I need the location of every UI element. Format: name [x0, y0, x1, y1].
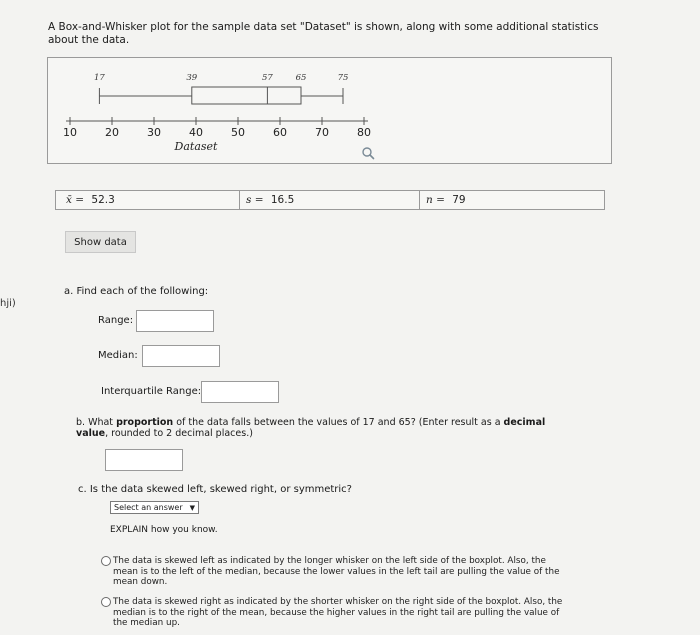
select-label: Select an answer [114, 503, 183, 512]
median-label: Median: [98, 350, 138, 361]
x-tick-label: 10 [63, 126, 77, 139]
sd-value: 16.5 [270, 194, 295, 206]
part-b-bold-proportion: proportion [116, 417, 174, 428]
x-tick-label: 50 [231, 126, 245, 139]
radio-button[interactable] [101, 597, 111, 607]
part-b-text-1: b. What [76, 417, 117, 428]
x-axis-label: Dataset [174, 140, 218, 153]
q1-value-label: 39 [186, 73, 198, 83]
range-label: Range: [98, 315, 134, 326]
median-value-label: 57 [261, 73, 273, 83]
median-input[interactable] [142, 345, 220, 367]
iqr-label: Interquartile Range: [101, 386, 202, 397]
part-c-prompt: c. Is the data skewed left, skewed right, or symmetric? [78, 484, 352, 495]
x-tick-label: 20 [105, 126, 119, 139]
stat-divider [239, 191, 240, 209]
part-b-text-3: , rounded to 2 decimal places.) [105, 428, 253, 439]
range-input[interactable] [136, 310, 214, 332]
explain-label: EXPLAIN how you know. [110, 525, 218, 535]
boxplot-panel [47, 57, 612, 164]
summary-statistics-bar [55, 190, 605, 210]
option-text: The data is skewed left as indicated by the longer whisker on the left side of the boxplot. Also, the mean is to the left of the median, because the lower values in the left tail are pulling the value of the mean down. [113, 556, 560, 587]
zoom-magnifier-icon[interactable] [361, 146, 375, 160]
part-b-bold-decimal: decimal value [76, 417, 546, 439]
part-b-text-2: of the data falls between the values of 17 and 65? (Enter result as a [173, 417, 504, 428]
skew-answer-select[interactable] [110, 501, 199, 514]
q3-value-label: 65 [295, 73, 307, 83]
proportion-input[interactable] [105, 449, 183, 471]
x-tick-label: 40 [189, 126, 203, 139]
side-question-label: hji) [0, 298, 16, 309]
show-data-button[interactable]: Show data [65, 231, 136, 253]
question-intro: A Box-and-Whisker plot for the sample data set "Dataset" is shown, along with some additional statistics about the data. [48, 21, 599, 46]
iqr-input[interactable] [201, 381, 279, 403]
x-tick-label: 70 [315, 126, 329, 139]
mean-symbol: x̄ = [66, 194, 85, 206]
x-tick-label: 60 [273, 126, 287, 139]
sample-size-stat [426, 191, 466, 209]
x-tick-label: 80 [357, 126, 371, 139]
option-text: The data is skewed right as indicated by the shorter whisker on the right side of the boxplot. Also, the median is to the right of the mean, because the higher values in the right tail are pulling the value of the median up. [113, 597, 563, 628]
minimum-value-label: 17 [93, 73, 105, 83]
standard-deviation-stat [246, 191, 294, 209]
n-value: 79 [452, 194, 466, 206]
chevron-down-icon: ▼ [189, 504, 195, 512]
part-b-prompt [76, 417, 576, 439]
n-symbol: n = [426, 194, 445, 206]
radio-button[interactable] [101, 556, 111, 566]
maximum-value-label: 75 [337, 73, 349, 83]
x-tick-label: 30 [147, 126, 161, 139]
stat-divider [419, 191, 420, 209]
part-a-prompt: a. Find each of the following: [64, 286, 209, 297]
mean-value: 52.3 [91, 194, 115, 206]
sd-symbol: s = [246, 194, 264, 206]
mean-stat [66, 191, 115, 209]
